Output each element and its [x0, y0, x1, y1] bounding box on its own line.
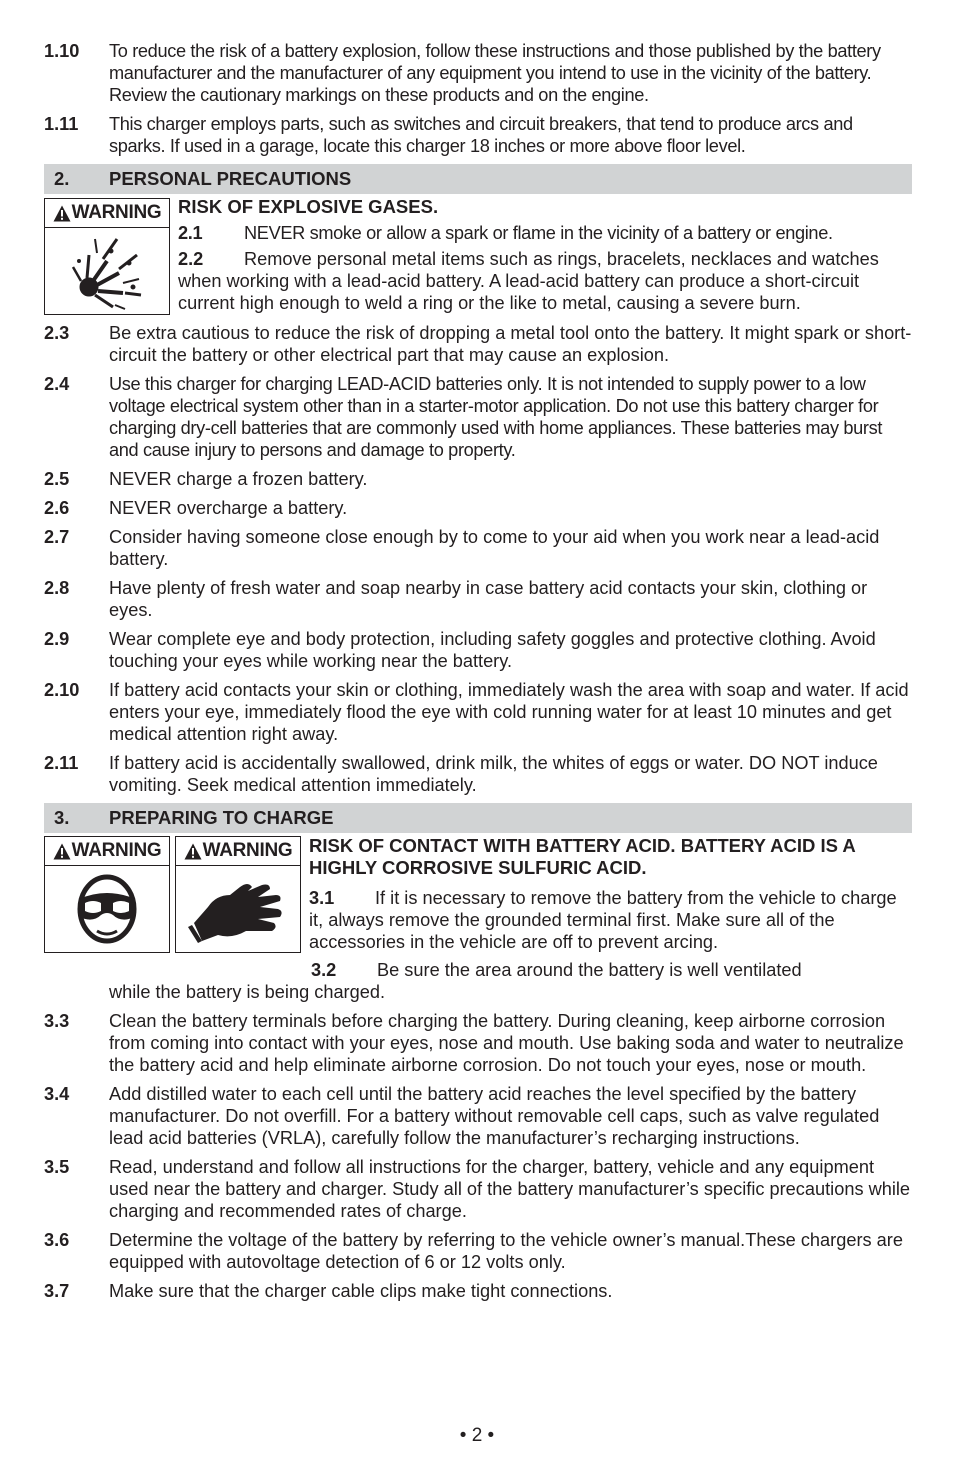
subitem-text: If it is necessary to remove the battery from the vehicle to charge it, always remove the grounded terminal first. Make sure all of the accessories in the vehicle are off to prevent arcing. — [309, 888, 897, 952]
item-3-7 — [44, 1280, 912, 1302]
item-text: Add distilled water to each cell until the battery acid reaches the level specified by the battery manufacturer. Do not overfill. For a battery without removable cell caps, such as valve regulated lead acid batteries (VRLA), carefully follow the manufacturer’s recharging instructions. — [109, 1084, 880, 1148]
subitem-3-2 — [44, 959, 912, 1003]
warning-triangle-icon — [53, 205, 71, 222]
warning-text-explosive — [170, 196, 912, 315]
explosion-icon — [45, 228, 169, 314]
item-text: Determine the voltage of the battery by referring to the vehicle owner’s manual.These chargers are equipped with autovoltage detection of 6 or 12 volts only. — [109, 1230, 903, 1272]
subitem-text-a: Be sure the area around the battery is well ventilated — [377, 960, 802, 980]
risk-title: RISK OF EXPLOSIVE GASES. — [178, 196, 439, 217]
goggles-icon — [45, 866, 169, 952]
section-title: PREPARING TO CHARGE — [109, 807, 334, 828]
subitem-text: NEVER smoke or allow a spark or flame in the vicinity of a battery or engine. — [244, 223, 833, 243]
item-number: 2.10 — [44, 680, 80, 700]
item-text: NEVER charge a frozen battery. — [109, 469, 368, 489]
item-text: Read, understand and follow all instructions for the charger, battery, vehicle and any equipment used near the battery and charger. Study all of the battery manufacturer’s specific precautions while charging and recommended rates of charge. — [109, 1157, 911, 1221]
item-2-4 — [44, 373, 912, 461]
item-number: 2.8 — [44, 578, 70, 598]
page-number: • 2 • — [459, 1425, 495, 1446]
item-2-7 — [44, 526, 912, 570]
item-number: 2.11 — [44, 753, 79, 773]
item-text: Clean the battery terminals before charging the battery. During cleaning, keep airborne corrosion from coming into contact with your eyes, nose and mouth. Use baking soda and water to neutralize the battery acid and help eliminate airborne corrosion. Do not touch your eyes, nose or mouth. — [109, 1011, 904, 1075]
subitem-text-b: while the battery is being charged. — [109, 982, 386, 1002]
subitem-number: 3.2 — [311, 960, 337, 980]
item-text: If battery acid is accidentally swallowed, drink milk, the whites of eggs or water. DO NOT induce vomiting. Seek medical attention immediately. — [109, 753, 878, 795]
item-2-3 — [44, 322, 912, 366]
subitem-text: Remove personal metal items such as rings, bracelets, necklaces and watches when working with a lead-acid battery. A lead-acid battery can produce a short-circuit current high enough to weld a ring or the like to metal, causing a severe burn. — [178, 249, 879, 313]
subitem-number: 2.2 — [178, 249, 204, 269]
subitem-2-2 — [178, 248, 912, 314]
subitem-3-1 — [309, 887, 912, 953]
section-header-preparing-to-charge — [44, 803, 912, 833]
item-1-11 — [44, 113, 912, 157]
manual-page — [44, 40, 912, 1309]
section-number: 3. — [54, 807, 70, 828]
warning-label: WARNING — [176, 837, 300, 866]
item-2-10 — [44, 679, 912, 745]
subitem-number: 2.1 — [178, 223, 203, 243]
warning-label: WARNING — [45, 199, 169, 228]
subitem-number: 3.1 — [309, 888, 335, 908]
item-text: Wear complete eye and body protection, including safety goggles and protective clothing. Avoid touching your eyes while working near the battery. — [109, 629, 876, 671]
item-text: Consider having someone close enough by to come to your aid when you work near a lead-acid battery. — [109, 527, 880, 569]
item-2-11 — [44, 752, 912, 796]
warning-block-explosive — [44, 196, 912, 315]
item-number: 1.11 — [44, 114, 79, 134]
item-number: 2.6 — [44, 498, 70, 518]
warning-box-goggles — [44, 836, 170, 953]
item-number: 1.10 — [44, 41, 80, 61]
section3-item-list — [44, 1010, 912, 1302]
item-text: Be extra cautious to reduce the risk of dropping a metal tool onto the battery. It might spark or short-circuit the battery or other electrical part that may cause an explosion. — [109, 323, 912, 365]
item-text: This charger employs parts, such as switches and circuit breakers, that tend to produce arcs and sparks. If used in a garage, locate this charger 18 inches or more above floor level. — [109, 114, 853, 156]
item-number: 3.3 — [44, 1011, 70, 1031]
item-text: Use this charger for charging LEAD-ACID batteries only. It is not intended to supply power to a low voltage electrical system other than in a starter-motor application. Do not use this battery charger for charging dry-cell batteries that are commonly used with home appliances. These batteries may burst and cause injury to persons and damage to property. — [109, 374, 883, 460]
warning-triangle-icon — [53, 843, 71, 860]
warning-text-acid — [301, 835, 912, 953]
item-2-8 — [44, 577, 912, 621]
item-3-6 — [44, 1229, 912, 1273]
item-text: If battery acid contacts your skin or clothing, immediately wash the area with soap and water. If acid enters your eye, immediately flood the eye with cold running water for at least 10 minutes and get medical attention right away. — [109, 680, 909, 744]
section-number: 2. — [54, 168, 70, 189]
item-3-3 — [44, 1010, 912, 1076]
item-2-6 — [44, 497, 912, 519]
item-number: 2.4 — [44, 374, 70, 394]
section-header-personal-precautions — [44, 164, 912, 194]
risk-title: RISK OF CONTACT WITH BATTERY ACID. BATTERY ACID IS A HIGHLY CORROSIVE SULFURIC ACID. — [309, 835, 856, 878]
warning-box-glove — [175, 836, 301, 953]
item-number: 2.9 — [44, 629, 70, 649]
item-1-10 — [44, 40, 912, 106]
warning-box-explosion — [44, 198, 170, 315]
item-2-9 — [44, 628, 912, 672]
item-number: 2.3 — [44, 323, 70, 343]
subitem-2-1 — [178, 222, 912, 244]
section-title: PERSONAL PRECAUTIONS — [109, 168, 352, 189]
item-3-5 — [44, 1156, 912, 1222]
item-number: 2.5 — [44, 469, 70, 489]
item-number: 3.7 — [44, 1281, 70, 1301]
item-text: Make sure that the charger cable clips make tight connections. — [109, 1281, 613, 1301]
item-number: 3.4 — [44, 1084, 70, 1104]
warning-triangle-icon — [184, 843, 202, 860]
section2-item-list — [44, 322, 912, 796]
warning-block-acid — [44, 835, 912, 953]
item-number: 3.6 — [44, 1230, 70, 1250]
item-text: To reduce the risk of a battery explosion, follow these instructions and those published by the battery manufacturer and the manufacturer of any equipment you intend to use in the vicinity of the battery. Review the cautionary markings on these products and on the engine. — [109, 41, 881, 105]
item-3-4 — [44, 1083, 912, 1149]
item-number: 3.5 — [44, 1157, 70, 1177]
item-2-5 — [44, 468, 912, 490]
glove-icon — [176, 866, 300, 952]
item-text: Have plenty of fresh water and soap nearby in case battery acid contacts your skin, clothing or eyes. — [109, 578, 868, 620]
warning-label: WARNING — [45, 837, 169, 866]
item-number: 2.7 — [44, 527, 70, 547]
item-text: NEVER overcharge a battery. — [109, 498, 348, 518]
